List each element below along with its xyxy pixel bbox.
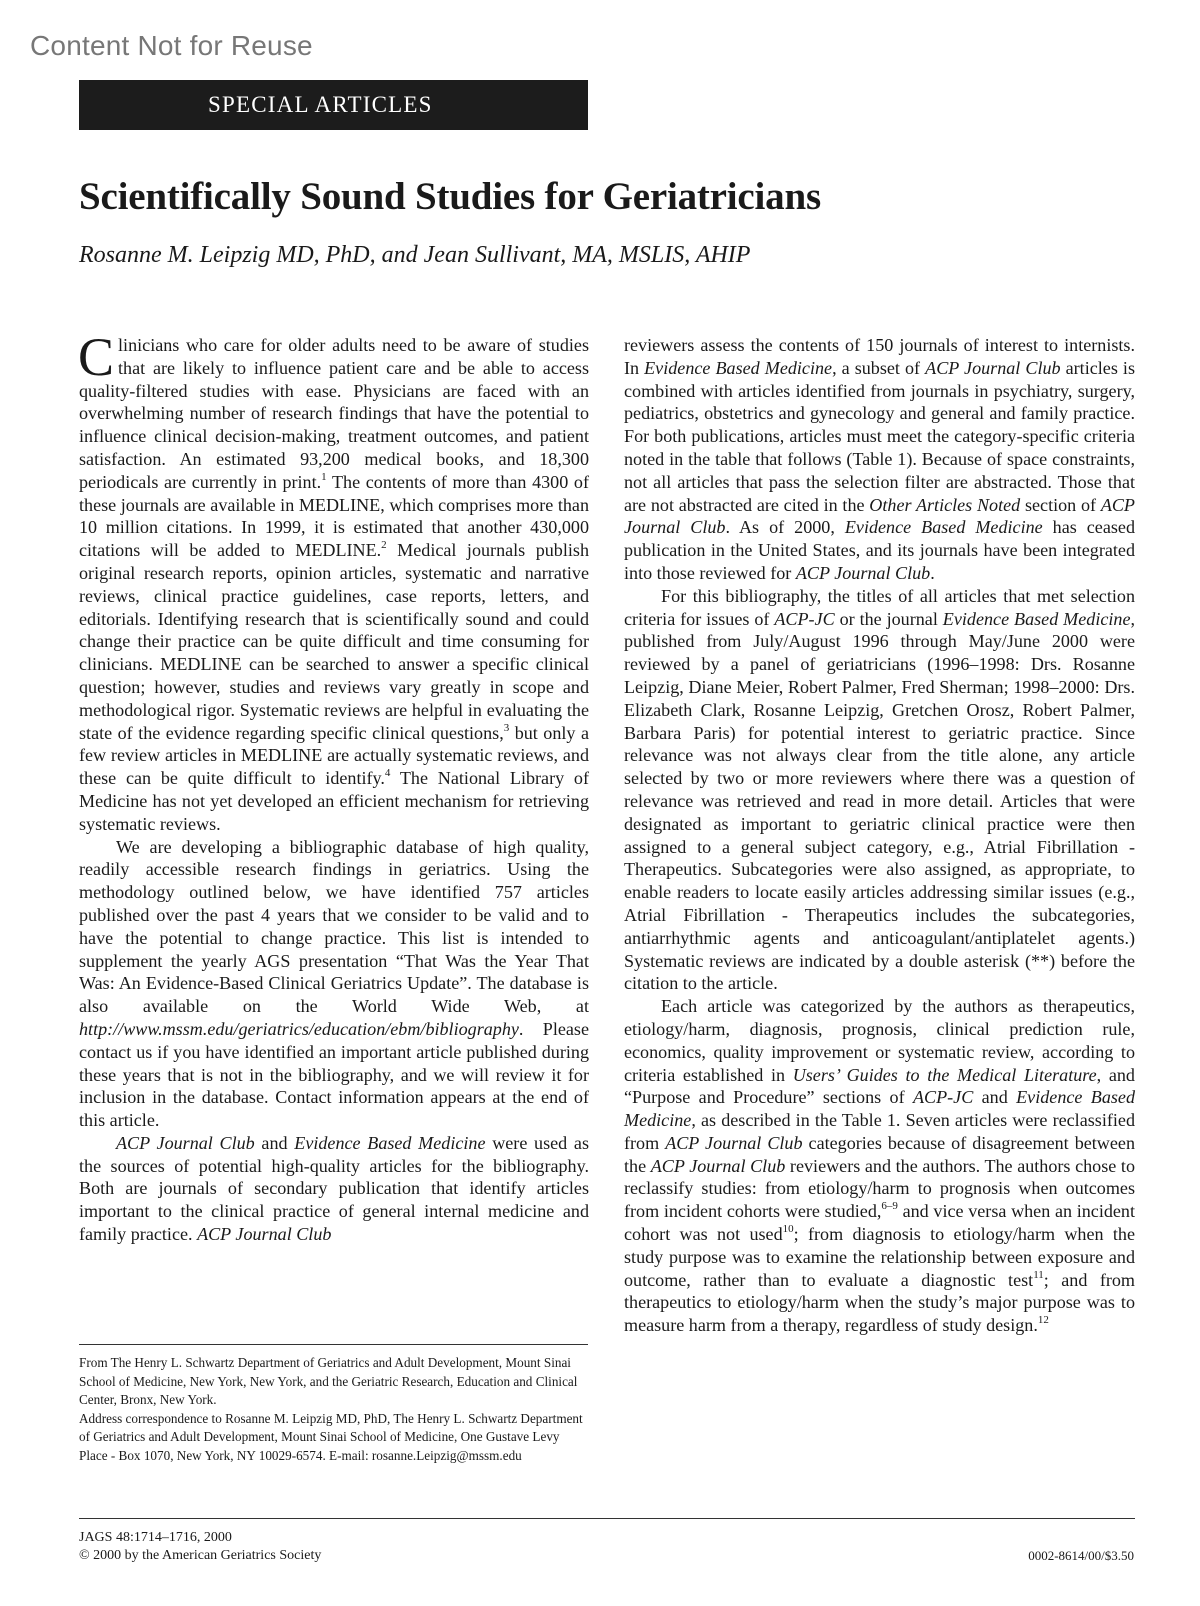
journal-name: ACP Journal Club xyxy=(925,357,1061,378)
journal-name: ACP-JC xyxy=(912,1087,974,1108)
body-paragraph-6 xyxy=(624,995,1135,1337)
footnote-divider xyxy=(79,1344,588,1345)
body-paragraph-4 xyxy=(624,334,1135,585)
journal-name: Evidence Based Medicine xyxy=(624,1087,1135,1131)
article-code: 0002-8614/00/$3.50 xyxy=(1028,1548,1134,1563)
journal-name: Evidence Based Medicine xyxy=(844,517,1043,538)
section-label: SPECIAL ARTICLES xyxy=(208,92,433,117)
reference-marker: 3 xyxy=(503,721,510,734)
bibliography-url[interactable]: http://www.mssm.edu/geriatrics/education/ebm/bibliography xyxy=(79,1018,519,1039)
reference-marker: 11 xyxy=(1033,1268,1044,1281)
journal-name: Evidence Based Medicine xyxy=(644,357,833,378)
footnote-address: Address correspondence to Rosanne M. Leipzig MD, PhD, The Henry L. Schwartz Department of Geriatrics and Adult Development, Mount Sinai School of Medicine, One Gustave Levy Place - Box 1070, New York, NY 10029-6574. E-mail: rosanne.Leipzig@mssm.edu xyxy=(79,1410,583,1463)
text-run: articles is combined with articles identified from journals in psychiatry, surgery, pediatrics, obstetrics and gynecology and general and family practice. For both publications, articles must meet the category-specific criteria noted in the table that follows (Table 1). Because of space constraints, not all articles that pass the selection filter are abstracted. Those that are not abstracted are cited in the xyxy=(624,357,1135,515)
text-run: linicians who care for older adults need to be aware of studies that are likely to influence patient care and be able to access quality-filtered studies with ease. Physicians are faced with an overwhelming number of research findings that have the potential to influence clinical decision-making, treatment outcomes, and patient satisfaction. An estimated 93,200 medical books, and 18,300 periodicals are currently in print. xyxy=(79,335,589,492)
text-run: Medical journals publish original research reports, opinion articles, systematic and narrative reviews, clinical practice guidelines, case reports, letters, and editorials. Identifying research that is scientifically sound and could change their practice can be quite difficult and time consuming for clinicians. MEDLINE can be searched to answer a specific clinical question; however, studies and reviews vary greatly in scope and methodological rigor. Systematic reviews are helpful in evaluating the state of the evidence regarding specific clinical questions, xyxy=(79,540,589,743)
reference-marker: 4 xyxy=(384,767,391,780)
text-run: section of xyxy=(1020,494,1101,515)
reference-marker: 6–9 xyxy=(881,1200,898,1213)
text-run: reviewers assess the contents of 150 journals of interest to internists. In xyxy=(624,335,1135,378)
text-run: has ceased publication in the United States, and its journals have been integrated into those reviewed for xyxy=(624,517,1135,583)
text-run: and xyxy=(254,1132,295,1153)
body-paragraph-1 xyxy=(78,327,590,836)
text-run: The National Library of Medicine has not yet developed an efficient mechanism for retrieving systematic reviews. xyxy=(79,768,589,834)
text-run: Each article was categorized by the authors as therapeutics, etiology/harm, diagnosis, prognosis, clinical prediction rule, economics, quality improvement or systematic review, according to criteria established in xyxy=(624,996,1135,1085)
journal-name: ACP Journal Club xyxy=(795,562,931,583)
body-column-right xyxy=(624,334,1135,1337)
text-run: reviewers and the authors. The authors chose to reclassify studies: from etiology/harm to prognosis when outcomes from incident cohorts were studied, xyxy=(624,1155,1135,1222)
reference-marker: 12 xyxy=(1037,1314,1049,1327)
text-run: categories because of disagreement between the xyxy=(624,1132,1135,1176)
body-paragraph-3 xyxy=(79,1132,589,1246)
text-run: . Please contact us if you have identified an important article published during these years that is not in the bibliography, and we will review it for inclusion in the database. Contact information appears at the end of this article. xyxy=(79,1018,589,1131)
section-name: Other Articles Noted xyxy=(869,494,1021,515)
drop-cap: C xyxy=(78,327,115,387)
journal-name: Evidence Based Medicine xyxy=(294,1132,486,1153)
text-run: . As of 2000, xyxy=(725,517,845,538)
book-name: Users’ Guides to the Medical Literature xyxy=(792,1064,1097,1085)
text-run: and vice versa when an incident cohort was not used xyxy=(624,1201,1135,1245)
footnote-affiliation: From The Henry L. Schwartz Department of Geriatrics and Adult Development, Mount Sinai School of Medicine, New York, New York, and the Geriatric Research, Education and Clinical Center, Bronx, New York. xyxy=(79,1355,578,1408)
body-paragraph-2 xyxy=(79,836,589,1132)
article-title: Scientifically Sound Studies for Geriatricians xyxy=(79,175,821,218)
reference-marker: 1 xyxy=(321,470,327,483)
footer-citation-block xyxy=(79,1529,321,1565)
body-column-left xyxy=(78,327,590,1246)
footnote xyxy=(79,1354,588,1466)
journal-name: ACP Journal Club xyxy=(116,1132,255,1153)
text-run: and xyxy=(973,1087,1017,1108)
text-run: or the journal xyxy=(834,608,943,629)
text-run: but only a few review articles in MEDLINE are actually systematic reviews, and these can be quite difficult to identify. xyxy=(79,722,589,789)
text-run: The contents of more than 4300 of these journals are available in MEDLINE, which comprises more than 10 million citations. In 1999, it is estimated that another 430,000 citations will be added to MEDLINE. xyxy=(79,471,590,561)
reference-marker: 2 xyxy=(381,539,387,552)
footer-divider xyxy=(79,1518,1135,1519)
journal-name: ACP-JC xyxy=(774,608,835,629)
text-run: We are developing a bibliographic database of high quality, readily accessible research findings in geriatrics. Using the methodology outlined below, we have identified 757 articles published over the past 4 years that we consider to be valid and to have the potential to change practice. This list is intended to supplement the yearly AGS presentation “That Was the Year That Was: An Evidence-Based Clinical Geriatrics Update”. The database is also available on the World Wide Web, at xyxy=(79,836,589,1017)
body-paragraph-5 xyxy=(624,585,1135,995)
text-run: . xyxy=(930,562,935,583)
text-run: , as described in the Table 1. Seven articles were reclassified from xyxy=(624,1110,1135,1153)
watermark: Content Not for Reuse xyxy=(30,30,313,61)
copyright-notice: © 2000 by the American Geriatrics Society xyxy=(79,1548,322,1563)
text-run: , a subset of xyxy=(832,357,926,378)
text-run: , and “Purpose and Procedure” sections of xyxy=(624,1064,1135,1108)
text-run: , published from July/August 1996 through May/June 2000 were reviewed by a panel of geriatricians (1996–1998: Drs. Rosanne Leipzig, Diane Meier, Robert Palmer, Fred Sherman; 1998–2000: Drs. Elizabeth Clark, Rosanne Leipzig, Gretchen Orosz, Robert Palmer, Barbara Paris) for potential interest to geriatric practice. Since relevance was not always clear from the title alone, any article selected by two or more reviewers where there was a question of relevance was retrieved and read in more detail. Articles that were designated as important to geriatric clinical practice were then assigned to a general subject category, e.g., Atrial Fibrillation - Therapeutics. Subcategories were also assigned, as appropriate, to enable readers to locate easily articles addressing similar issues (e.g., Atrial Fibrillation - Therapeutics includes the subcategories, antiarrhythmic agents and anticoagulant/antiplatelet agents.) Systematic reviews are indicated by a double asterisk (**) before the citation to the article. xyxy=(624,608,1136,994)
reference-marker: 10 xyxy=(782,1223,794,1236)
text-run: For this bibliography, the titles of all articles that met selection criteria for issues of xyxy=(624,585,1135,629)
text-run: ; and from therapeutics to etiology/harm when the study’s major purpose was to measure harm from a therapy, regardless of study design. xyxy=(624,1269,1136,1336)
journal-name: ACP Journal Club xyxy=(197,1224,332,1245)
journal-name: Evidence Based Medicine xyxy=(942,608,1131,629)
journal-name: ACP Journal Club xyxy=(665,1132,803,1153)
section-banner xyxy=(79,80,588,130)
text-run: ; from diagnosis to etiology/harm when the study purpose was to examine the relationship between exposure and outcome, rather than to evaluate a diagnostic test xyxy=(624,1224,1135,1290)
journal-name: ACP Journal Club xyxy=(650,1155,786,1176)
article-authors: Rosanne M. Leipzig MD, PhD, and Jean Sullivant, MA, MSLIS, AHIP xyxy=(79,242,751,268)
text-run: were used as the sources of potential high-quality articles for the bibliography. Both are journals of secondary publication that identify articles important to the clinical practice of general internal medicine and family practice. xyxy=(79,1132,589,1245)
journal-name: ACP Journal Club xyxy=(624,494,1135,538)
journal-citation: JAGS 48:1714–1716, 2000 xyxy=(79,1530,232,1545)
